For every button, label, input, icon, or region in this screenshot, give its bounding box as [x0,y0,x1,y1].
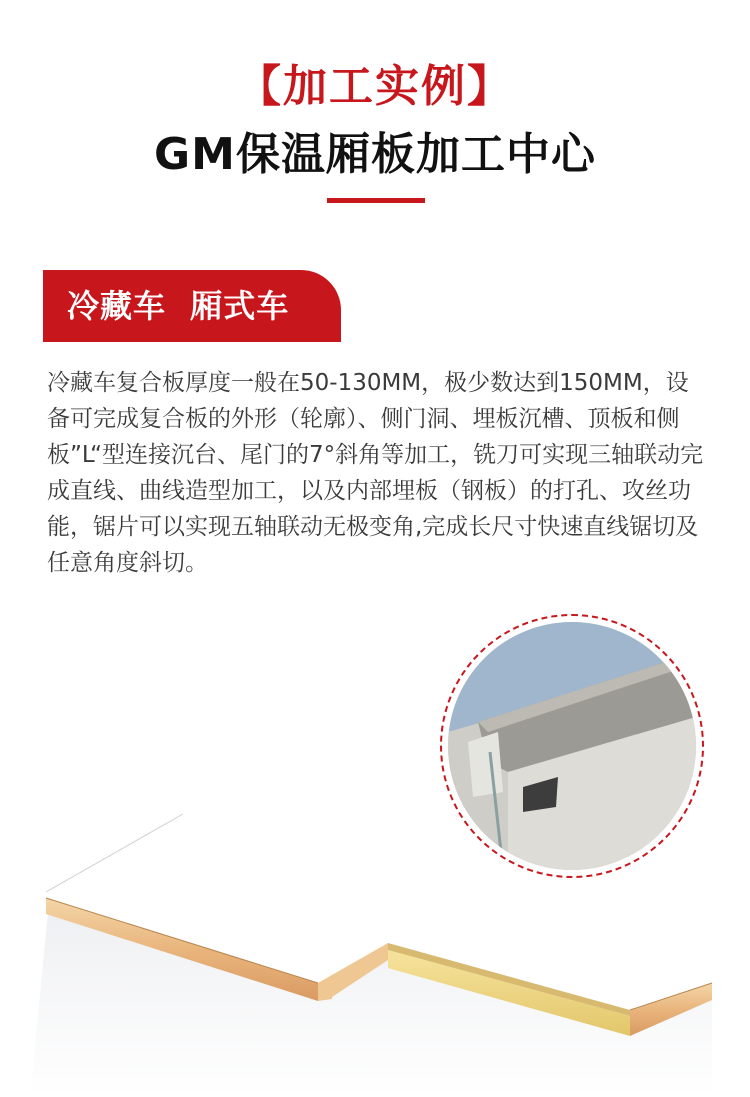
section-description: 冷藏车复合板厚度一般在50-130MM，极少数达到150MM，设备可完成复合板的外形（轮廓）、侧门洞、埋板沉槽、顶板和侧板”L“型连接沉台、尾门的7°斜角等加工，铣刀可实现三轴联动完成直线、曲线造型加工，以及内部埋板（钢板）的打孔、攻丝功能，锯片可以实现五轴联动无极变角,完成长尺寸快速直线锯切及任意角度斜切。 [47,370,704,576]
section-tag: 冷藏车 厢式车 [43,270,341,342]
panel-edge-photo-icon [448,622,696,870]
kicker-heading: 【加工实例】 [237,61,513,112]
page-title: GM保温厢板加工中心 [154,129,596,180]
title-underline [327,198,425,203]
